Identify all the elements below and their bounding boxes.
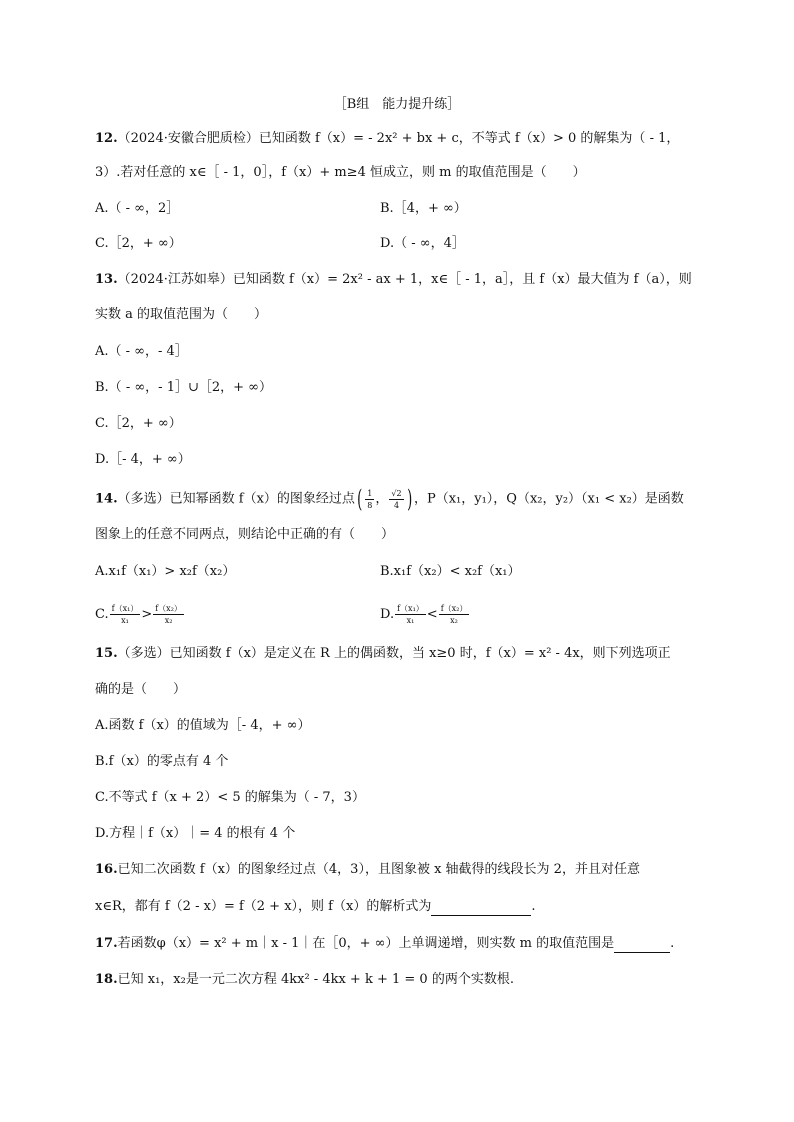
q17-line1 bbox=[95, 935, 674, 953]
q14-text-pre: （多选）已知幂函数 f（x）的图象经过点 bbox=[117, 491, 355, 507]
q14-option-c-frac2 bbox=[153, 603, 184, 626]
q17-text-1: 若函数φ（x）= x² + m｜x - 1｜在［0，+ ∞）上单调递增，则实数 m 的取值范围是 bbox=[117, 936, 615, 951]
q12-line2: 3）.若对任意的 x∈［ - 1，0］，f（x）+ m≥4 恒成立，则 m 的取值范围是（ ） bbox=[95, 165, 586, 180]
q13-option-c: C.［2，+ ∞） bbox=[95, 416, 182, 431]
q16-period: . bbox=[531, 899, 536, 914]
q14-option-c-relation: > bbox=[141, 607, 153, 622]
q12-number: 12. bbox=[95, 131, 118, 146]
q14-option-c-den2: x₂ bbox=[164, 616, 173, 625]
q14-option-c-frac1 bbox=[110, 603, 141, 626]
q15-option-c: C.不等式 f（x + 2）< 5 的解集为（ - 7，3） bbox=[95, 790, 365, 805]
q13-line1 bbox=[95, 271, 692, 289]
q12-option-b: B.［4，+ ∞） bbox=[380, 201, 467, 216]
q13-option-d: D.［- 4，+ ∞） bbox=[95, 452, 191, 467]
q15-line1 bbox=[95, 645, 671, 663]
q15-text-1: （多选）已知函数 f（x）是定义在 R 上的偶函数，当 x≥0 时，f（x）= x² - 4x，则下列选项正 bbox=[117, 646, 671, 661]
q13-number: 13. bbox=[95, 272, 118, 287]
q15-line2: 确的是（ ） bbox=[95, 682, 187, 697]
q13-option-a: A.（ - ∞，- 4］ bbox=[95, 344, 188, 359]
q14-option-d-frac1 bbox=[395, 603, 426, 626]
q15-number: 15. bbox=[95, 646, 118, 661]
q14-point-x-num: 1 bbox=[367, 488, 373, 498]
q14-option-a: A.x₁f（x₁）> x₂f（x₂） bbox=[95, 564, 236, 579]
q14-text-post: ，P（x₁，y₁），Q（x₂，y₂）（x₁ < x₂）是函数 bbox=[413, 491, 684, 507]
q16-number: 16. bbox=[95, 862, 118, 877]
q14-option-c bbox=[95, 603, 185, 626]
q17-period: . bbox=[670, 936, 675, 951]
q13-line2: 实数 a 的取值范围为（ ） bbox=[95, 307, 268, 322]
q13-option-b: B.（ - ∞，- 1］∪［2，+ ∞） bbox=[95, 380, 272, 395]
q17-number: 17. bbox=[95, 936, 118, 951]
q15-option-b: B.f（x）的零点有 4 个 bbox=[95, 754, 229, 769]
q17-answer-blank[interactable] bbox=[614, 952, 670, 953]
q12-option-d: D.（ - ∞，4］ bbox=[380, 236, 465, 251]
q14-option-d-den1: x₁ bbox=[406, 616, 415, 625]
q14-option-d-num1: f（x₁） bbox=[397, 604, 424, 613]
q14-option-c-num1: f（x₁） bbox=[111, 604, 139, 613]
q14-option-d-frac2 bbox=[439, 603, 470, 626]
q14-point-y-fraction bbox=[389, 488, 403, 511]
q14-line1: 14.（多选）已知幂函数 f（x）的图象经过点( $\frac{1}{8}$ ， $\frac{√2}{4}$ ) ，P（x₁，y₁），Q（x₂，y₂）（x₁ < x₂）是函数 bbox=[95, 485, 684, 513]
q14-option-d bbox=[380, 603, 470, 626]
q14-option-d-label: D. bbox=[380, 607, 395, 622]
q16-answer-blank[interactable] bbox=[431, 915, 531, 916]
q12-option-a: A.（ - ∞，2］ bbox=[95, 201, 180, 216]
q14-option-d-den2: x₂ bbox=[450, 616, 458, 625]
q14-option-d-relation: < bbox=[426, 607, 438, 622]
q14-option-c-num2: f（x₂） bbox=[155, 604, 182, 613]
q18-text-1: 已知 x₁，x₂是一元二次方程 4kx² - 4kx + k + 1 = 0 的两个实数根. bbox=[117, 972, 514, 987]
q12-option-c: C.［2，+ ∞） bbox=[95, 236, 182, 251]
q14-point-x-den: 8 bbox=[367, 500, 373, 510]
q14-point-close-paren: ) bbox=[406, 485, 412, 513]
q14-option-d-num2: f（x₂） bbox=[440, 604, 468, 613]
q14-point-open-paren: ( bbox=[357, 485, 363, 513]
q14-option-b: B.x₁f（x₂）< x₂f（x₁） bbox=[380, 564, 521, 579]
q16-line1 bbox=[95, 861, 640, 879]
q12-line1 bbox=[95, 130, 679, 148]
section-header: ［B组 能力提升练］ bbox=[333, 97, 461, 112]
q14-option-c-den1: x₁ bbox=[121, 616, 129, 625]
q16-text-2: x∈R，都有 f（2 - x）= f（2 + x），则 f（x）的解析式为 bbox=[95, 899, 432, 914]
q15-option-a: A.函数 f（x）的值域为［- 4，+ ∞） bbox=[95, 718, 311, 733]
q13-text-1: （2024·江苏如皋）已知函数 f（x）= 2x² - ax + 1，x∈［ - 1，a］，且 f（x）最大值为 f（a），则 bbox=[117, 272, 692, 287]
q14-point-x-fraction bbox=[365, 488, 374, 511]
q16-line2 bbox=[95, 898, 535, 916]
q14-point-y-den: 4 bbox=[393, 500, 400, 510]
q15-option-d: D.方程｜f（x）｜= 4 的根有 4 个 bbox=[95, 826, 296, 841]
q14-number: 14. bbox=[95, 491, 118, 507]
q14-line2: 图象上的任意不同两点，则结论中正确的有（ ） bbox=[95, 527, 395, 542]
q18-number: 18. bbox=[95, 972, 118, 987]
q18-line1 bbox=[95, 971, 514, 989]
q14-option-c-label: C. bbox=[95, 607, 109, 622]
q16-text-1: 已知二次函数 f（x）的图象经过点（4，3），且图象被 x 轴截得的线段长为 2，并且对任意 bbox=[117, 862, 640, 877]
q14-point-y-num: √2 bbox=[391, 488, 402, 498]
q12-text-1: （2024·安徽合肥质检）已知函数 f（x）= - 2x² + bx + c，不等式 f（x）> 0 的解集为（ - 1， bbox=[117, 131, 680, 146]
